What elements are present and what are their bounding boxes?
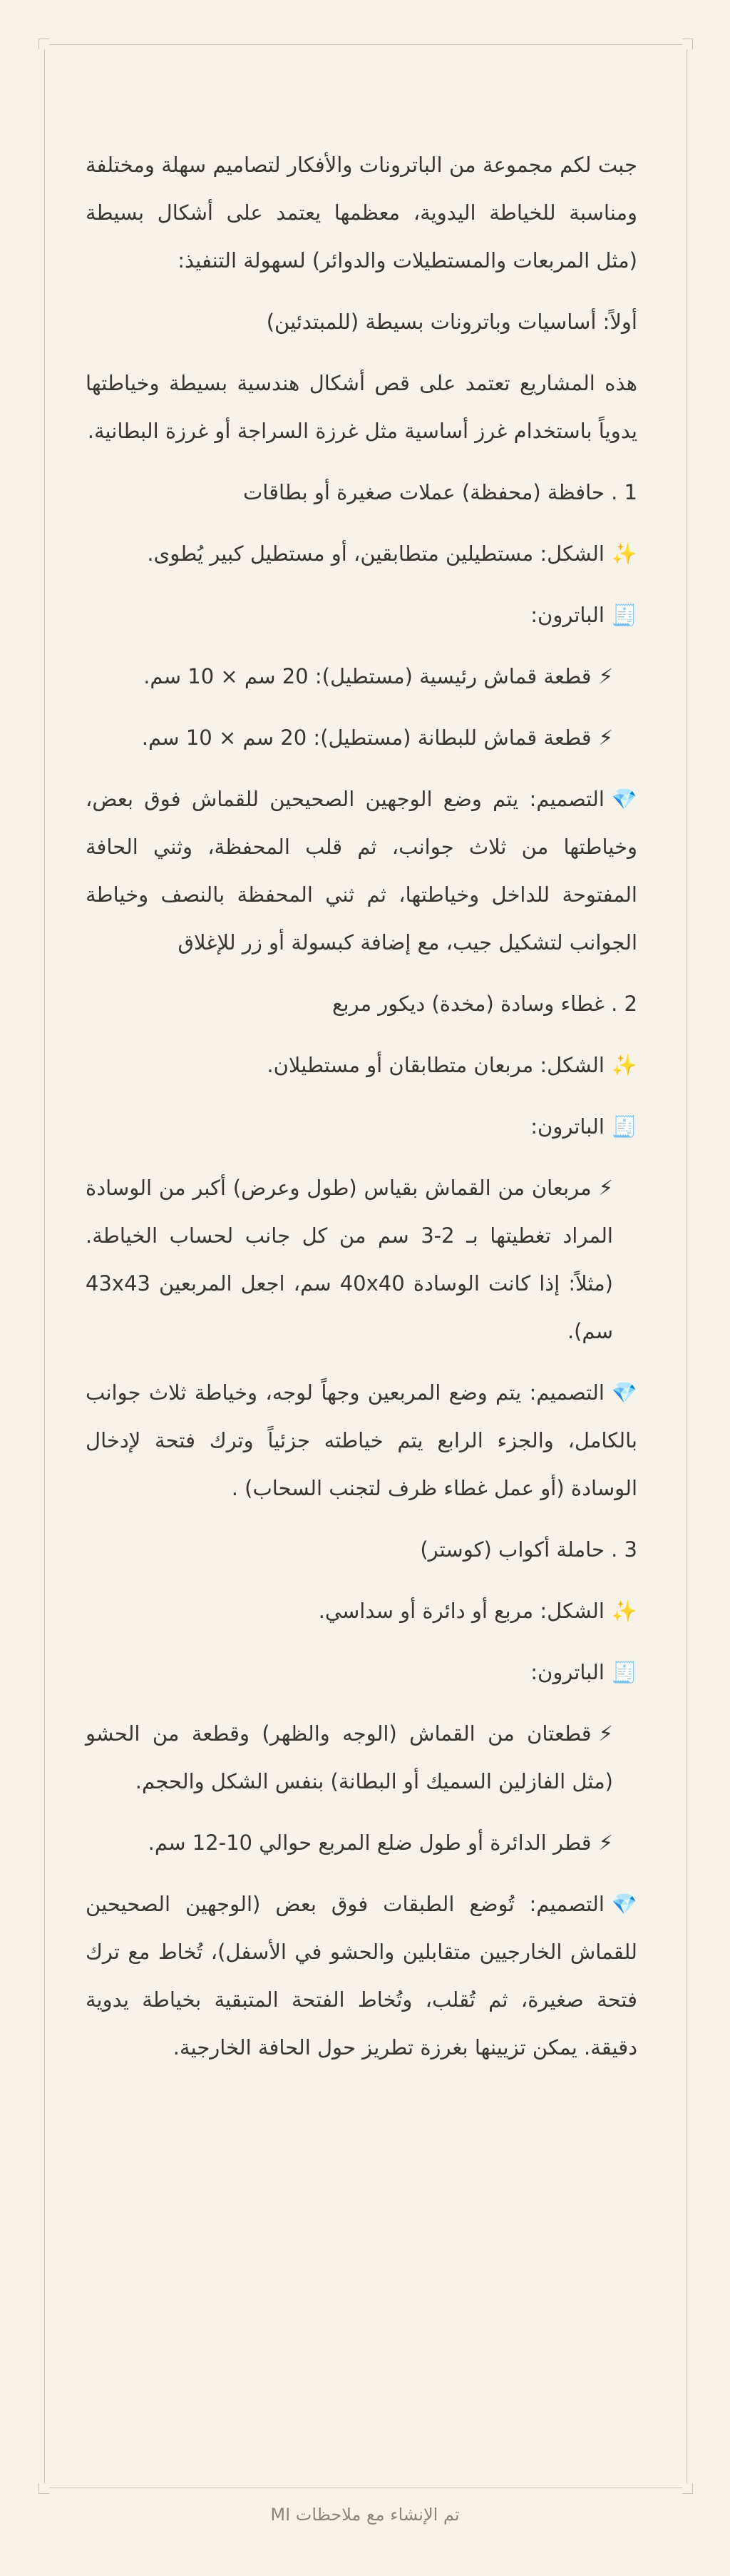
- paragraph-text: جبت لكم مجموعة من الباترونات والأفكار لتصاميم سهلة ومختلفة ومناسبة للخياطة اليدوية، معظمها يعتمد على أشكال بسيطة (مثل المربعات والمستطيلات والدوائر) لسهولة التنفيذ:: [86, 153, 637, 273]
- footer-credit: تم الإنشاء مع ملاحظات MI: [270, 2505, 460, 2525]
- paragraph-text: الباترون:: [530, 1660, 605, 1684]
- paragraph-text: مربعان من القماش بقياس (طول وعرض) أكبر من الوسادة المراد تغطيتها بـ 2-3 سم من كل جانب لحساب الخياطة. (مثلاً: إذا كانت الوسادة 40x40 سم، اجعل المربعين 43x43 سم).: [86, 1176, 613, 1343]
- design-paragraph: [86, 1880, 637, 2072]
- pattern-heading: [86, 591, 637, 639]
- paragraph-text: أولاً: أساسيات وباترونات بسيطة (للمبتدئين): [266, 310, 637, 334]
- paragraph: [86, 141, 637, 285]
- paragraph: [86, 1526, 637, 1574]
- paragraph: [86, 298, 637, 346]
- frame-corner: [38, 39, 49, 49]
- bullet-item: [86, 1710, 637, 1806]
- frame-corner: [682, 39, 693, 49]
- paragraph: [86, 360, 637, 455]
- paragraph-text: 3 . حاملة أكواب (كوستر): [420, 1537, 637, 1562]
- paragraph-text: قطر الدائرة أو طول ضلع المربع حوالي 10-12 سم.: [148, 1831, 592, 1855]
- lightning-icon: ⚡: [598, 726, 613, 750]
- paragraph-text: الباترون:: [530, 603, 605, 627]
- pattern-heading: [86, 1103, 637, 1151]
- article-content: [86, 141, 637, 2085]
- receipt-icon: 🧾: [611, 1660, 637, 1684]
- paragraph-text: 1 . حافظة (محفظة) عملات صغيرة أو بطاقات: [242, 480, 637, 504]
- sparkles-icon: ✨: [611, 1053, 637, 1077]
- bullet-item: [86, 1164, 637, 1355]
- paragraph-text: التصميم: يتم وضع المربعين وجهاً لوجه، وخياطة ثلاث جوانب بالكامل، والجزء الرابع يتم خياطته جزئياً وترك فتحة لإدخال الوسادة (أو عمل غطاء ظرف لتجنب السحاب) .: [86, 1380, 637, 1500]
- paragraph-text: هذه المشاريع تعتمد على قص أشكال هندسية بسيطة وخياطتها يدوياً باستخدام غرز أساسية مثل غرزة السراجة أو غرزة البطانية.: [86, 371, 637, 443]
- frame-corner: [682, 2483, 693, 2494]
- lightning-icon: ⚡: [598, 1176, 613, 1200]
- bullet-item: [86, 653, 637, 701]
- design-paragraph: [86, 775, 637, 967]
- shape-line: [86, 1587, 637, 1635]
- paragraph-text: قطعة قماش للبطانة (مستطيل): 20 سم × 10 سم.: [141, 726, 592, 750]
- lightning-icon: ⚡: [598, 1721, 613, 1746]
- paragraph-text: الشكل: مستطيلين متطابقين، أو مستطيل كبير يُطوى.: [147, 541, 605, 566]
- shape-line: [86, 530, 637, 578]
- sparkles-icon: ✨: [611, 541, 637, 566]
- paragraph: [86, 980, 637, 1028]
- shape-line: [86, 1042, 637, 1089]
- receipt-icon: 🧾: [611, 603, 637, 627]
- pattern-heading: [86, 1649, 637, 1696]
- paragraph: [86, 469, 637, 516]
- paragraph-text: التصميم: تُوضع الطبقات فوق بعض (الوجهين الصحيحين للقماش الخارجيين متقابلين والحشو في الأسفل)، تُخاط مع ترك فتحة صغيرة، ثم تُقلب، وتُخاط الفتحة المتبقية بخياطة يدوية دقيقة. يمكن تزيينها بغرزة تطريز حول الحافة الخارجية.: [86, 1892, 637, 2060]
- receipt-icon: 🧾: [611, 1114, 637, 1139]
- bullet-item: [86, 714, 637, 762]
- paragraph-text: الشكل: مربع أو دائرة أو سداسي.: [318, 1599, 605, 1623]
- design-paragraph: [86, 1369, 637, 1512]
- gem-icon: 💎: [611, 1892, 637, 1916]
- bullet-item: [86, 1819, 637, 1867]
- gem-icon: 💎: [611, 787, 637, 811]
- gem-icon: 💎: [611, 1380, 637, 1405]
- paragraph-text: قطعة قماش رئيسية (مستطيل): 20 سم × 10 سم.: [143, 664, 592, 688]
- frame-corner: [38, 2483, 49, 2494]
- paragraph-text: التصميم: يتم وضع الوجهين الصحيحين للقماش فوق بعض، وخياطتها من ثلاث جوانب، ثم قلب المحفظة، وثني الحافة المفتوحة للداخل وخياطتها، ثم ثني المحفظة بالنصف وخياطة الجوانب لتشكيل جيب، مع إضافة كبسولة أو زر للإغلاق: [86, 787, 637, 954]
- paragraph-text: الشكل: مربعان متطابقان أو مستطيلان.: [267, 1053, 605, 1077]
- paragraph-text: 2 . غطاء وسادة (مخدة) ديكور مربع: [332, 992, 637, 1016]
- paragraph-text: الباترون:: [530, 1114, 605, 1139]
- sparkles-icon: ✨: [611, 1599, 637, 1623]
- lightning-icon: ⚡: [598, 664, 613, 688]
- lightning-icon: ⚡: [598, 1831, 613, 1855]
- paragraph-text: قطعتان من القماش (الوجه والظهر) وقطعة من الحشو (مثل الفازلين السميك أو البطانة) بنفس الشكل والحجم.: [86, 1721, 613, 1793]
